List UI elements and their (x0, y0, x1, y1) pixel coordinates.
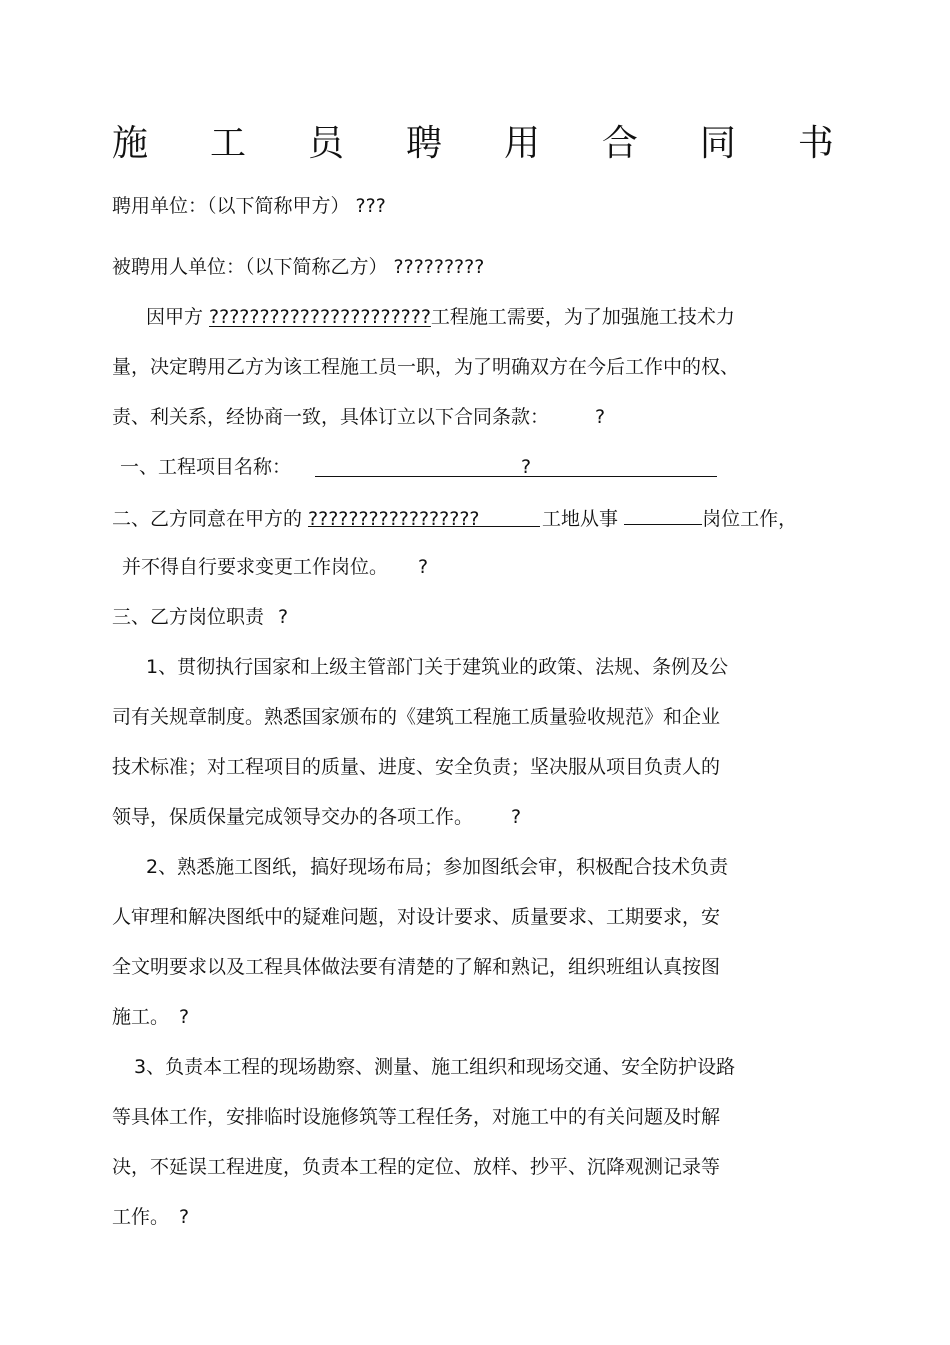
duty-3-line-4-text: 工作。 (112, 1206, 170, 1228)
duty-1-line-3: 技术标准；对工程项目的质量、进度、安全负责；坚决服从项目负责人的 (112, 756, 721, 778)
duty-2-mark: ? (179, 1006, 190, 1028)
project-name-value: ? (521, 456, 532, 478)
title-char: 工 (209, 123, 246, 164)
intro-line-3 (112, 404, 605, 430)
title-char: 员 (307, 123, 344, 164)
post-field (624, 504, 702, 525)
intro-rest: 工程施工需要，为了加强施工技术力 (430, 306, 735, 328)
duty-1-line-2: 司有关规章制度。熟悉国家颁布的《建筑工程施工质量验收规范》和企业 (112, 706, 721, 728)
duty-1-mark: ? (511, 806, 522, 828)
project-name-blank: ?????????????????????? (209, 306, 431, 328)
title-char: 同 (699, 123, 736, 164)
duty-1-line-4-text: 领导，保质保量完成领导交办的各项工作。 (112, 806, 474, 828)
duty-2-line-2: 人审理和解决图纸中的疑难问题，对设计要求、质量要求、工期要求，安 (112, 906, 721, 928)
duty-3-mark: ? (179, 1206, 190, 1228)
title-char: 书 (797, 123, 834, 164)
title-char: 合 (601, 123, 638, 164)
clause-2-mid: 工地从事 (542, 508, 625, 530)
duty-3-line-1: 3、负责本工程的现场勘察、测量、施工组织和现场交通、安全防护设路 (134, 1056, 736, 1078)
document-title (112, 122, 834, 166)
duty-1-line-1: 1、贯彻执行国家和上级主管部门关于建筑业的政策、法规、条例及公 (146, 656, 729, 678)
clause-3-heading (112, 604, 288, 630)
intro-line-1 (146, 304, 735, 330)
clause-2-prefix: 二、乙方同意在甲方的 (112, 508, 309, 530)
clause-2-line-2 (122, 554, 428, 580)
employer-line: 聘用单位：（以下简称甲方） ??? (112, 195, 386, 217)
employee-line: 被聘用人单位：（以下简称乙方） ????????? (112, 256, 485, 278)
intro-mark: ? (595, 406, 606, 428)
clause-2-suffix: 岗位工作， (702, 508, 798, 530)
intro-prefix: 因甲方 (146, 306, 210, 328)
title-char: 用 (503, 123, 540, 164)
project-name-field (315, 454, 717, 477)
duty-3-line-3: 决，不延误工程进度，负责本工程的定位、放样、抄平、沉降观测记录等 (112, 1156, 721, 1178)
duty-2-line-4-text: 施工。 (112, 1006, 170, 1028)
duty-2-line-1: 2、熟悉施工图纸，搞好现场布局；参加图纸会审，积极配合技术负责 (146, 856, 729, 878)
duty-2-line-4 (112, 1004, 189, 1030)
clause-2-line-1 (112, 504, 797, 532)
site-name-field (308, 506, 540, 530)
duty-2-line-3: 全文明要求以及工程具体做法要有清楚的了解和熟记，组织班组认真按图 (112, 956, 721, 978)
duty-1-line-4 (112, 804, 521, 830)
clause-3-mark: ? (278, 606, 289, 628)
duty-3-line-4 (112, 1204, 189, 1230)
clause-2-line-2-text: 并不得自行要求变更工作岗位。 (122, 556, 389, 578)
clause-1-label: 一、工程项目名称： (120, 456, 292, 478)
clause-1 (120, 454, 717, 480)
clause-3-heading-text: 三、乙方岗位职责 (112, 606, 265, 628)
intro-line-2: 量，决定聘用乙方为该工程施工员一职，为了明确双方在今后工作中的权、 (112, 356, 740, 378)
clause-2-mark: ? (418, 556, 429, 578)
duty-3-line-2: 等具体工作，安排临时设施修筑等工程任务，对施工中的有关问题及时解 (112, 1106, 721, 1128)
intro-line-3-text: 责、利关系，经协商一致，具体订立以下合同条款： (112, 406, 550, 428)
title-char: 聘 (405, 123, 442, 164)
title-char: 施 (112, 123, 149, 164)
site-name-value: ????????????????? (308, 508, 480, 530)
